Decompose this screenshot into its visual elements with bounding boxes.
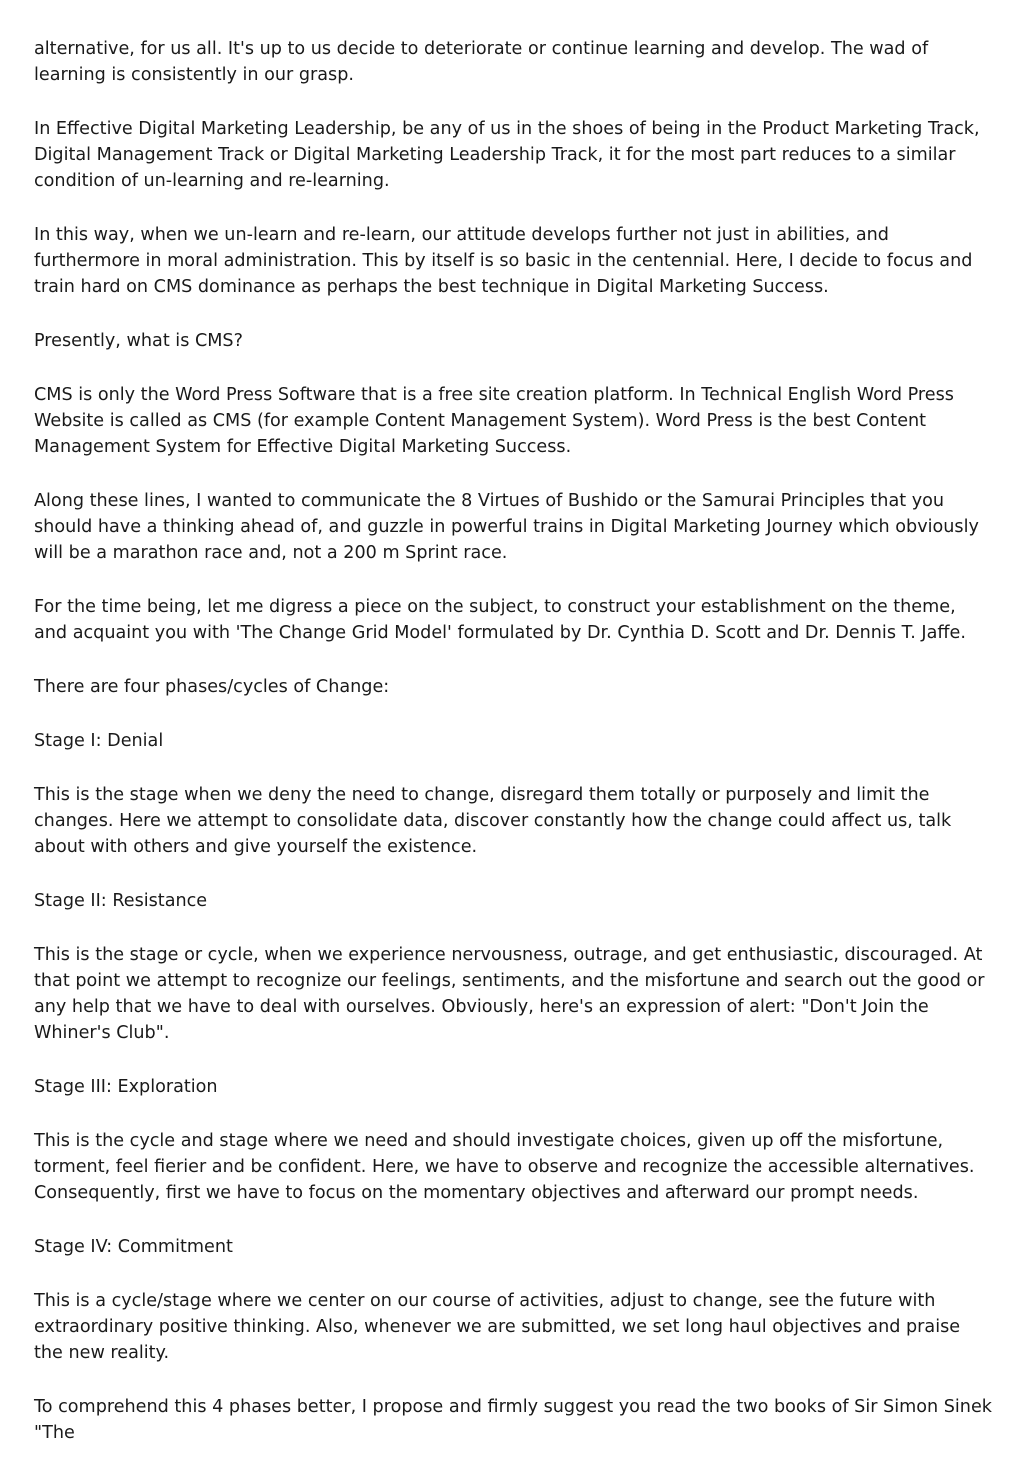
paragraph-effective-leadership: In Effective Digital Marketing Leadership, be any of us in the shoes of being in the Product Marketing Track, Digital Management Track or Digital Marketing Leadership Track, it for the most part reduces to a similar condition of un-learning and re-learning. [34,119,980,191]
heading-stage-commitment: Stage IV: Commitment [34,1237,233,1257]
paragraph-stage-resistance: This is the stage or cycle, when we experience nervousness, outrage, and get enthusiastic, discouraged. At that point we attempt to recognize our feelings, sentiments, and the misfortune and search out the good or any help that we have to deal with ourselves. Obviously, here's an expression of alert: "Don't Join the Whiner's Club". [34,945,985,1043]
paragraph-stage-denial: This is the stage when we deny the need to change, disregard them totally or purposely and limit the changes. Here we attempt to consolidate data, discover constantly how the change could affect us, talk about with others and give yourself the existence. [34,785,952,857]
heading-stage-exploration: Stage III: Exploration [34,1077,218,1097]
paragraph-cms-definition: CMS is only the Word Press Software that is a free site creation platform. In Technical English Word Press Website is called as CMS (for example Content Management System). Word Press is the best Content Management System for Effective Digital Marketing Success. [34,385,954,457]
paragraph-stage-exploration: This is the cycle and stage where we need and should investigate choices, given up off the misfortune, torment, feel fierier and be confident. Here, we have to observe and recognize the accessible alternatives. Consequently, first we have to focus on the momentary objectives and afterward our prompt needs. [34,1131,975,1203]
paragraph-unlearn-relearn: In this way, when we un-learn and re-learn, our attitude develops further not just in abilities, and furthermore in moral administration. This by itself is so basic in the centennial. Here, I decide to focus and train hard on CMS dominance as perhaps the best technique in Digital Marketing Success. [34,225,973,297]
paragraph-stage-commitment: This is a cycle/stage where we center on our course of activities, adjust to change, see the future with extraordinary positive thinking. Also, whenever we are submitted, we set long haul objectives and praise the new reality. [34,1291,961,1363]
heading-stage-resistance: Stage II: Resistance [34,891,208,911]
paragraph-four-phases: There are four phases/cycles of Change: [34,677,390,697]
paragraph-bushido-virtues: Along these lines, I wanted to communicate the 8 Virtues of Bushido or the Samurai Principles that you should have a thinking ahead of, and guzzle in powerful trains in Digital Marketing Journey which obviously will be a marathon race and, not a 200 m Sprint race. [34,491,979,563]
paragraph-change-grid-model: For the time being, let me digress a piece on the subject, to construct your establishment on the theme, and acquaint you with 'The Change Grid Model' formulated by Dr. Cynthia D. Scott and Dr. Dennis T. Jaffe. [34,597,966,643]
paragraph-what-is-cms: Presently, what is CMS? [34,331,243,351]
heading-stage-denial: Stage I: Denial [34,731,164,751]
paragraph-learning-grasp: alternative, for us all. It's up to us decide to deteriorate or continue learning and develop. The wad of learning is consistently in our grasp. [34,39,929,85]
paragraph-simon-sinek: To comprehend this 4 phases better, I propose and firmly suggest you read the two books of Sir Simon Sinek "The [34,1397,992,1443]
document-page [34,36,994,1474]
